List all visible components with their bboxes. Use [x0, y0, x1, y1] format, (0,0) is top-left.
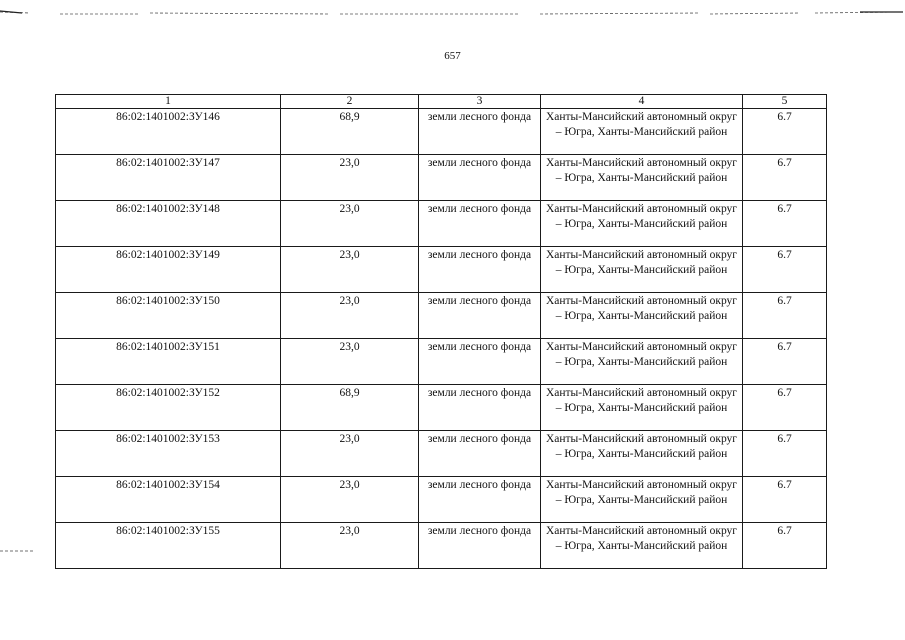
land-category-cell: земли лесного фонда [419, 109, 541, 155]
table-row [56, 247, 827, 293]
location-cell: Ханты-Мансийский автономный округ – Югра, Ханты-Мансийский район [541, 523, 743, 569]
land-category-cell: земли лесного фонда [419, 523, 541, 569]
code-cell: 6.7 [743, 431, 827, 477]
code-cell: 6.7 [743, 339, 827, 385]
land-category-cell: земли лесного фонда [419, 293, 541, 339]
cadastral-number-cell: 86:02:1401002:ЗУ151 [56, 339, 281, 385]
area-cell: 23,0 [281, 201, 419, 247]
area-cell: 23,0 [281, 293, 419, 339]
table-row [56, 477, 827, 523]
location-cell: Ханты-Мансийский автономный округ – Югра, Ханты-Мансийский район [541, 293, 743, 339]
page-number: 657 [444, 50, 461, 62]
code-cell: 6.7 [743, 385, 827, 431]
table-header-row [56, 95, 827, 109]
location-cell: Ханты-Мансийский автономный округ – Югра, Ханты-Мансийский район [541, 155, 743, 201]
cadastral-number-cell: 86:02:1401002:ЗУ146 [56, 109, 281, 155]
land-category-cell: земли лесного фонда [419, 431, 541, 477]
table-row [56, 109, 827, 155]
area-cell: 68,9 [281, 385, 419, 431]
code-cell: 6.7 [743, 477, 827, 523]
cadastral-number-cell: 86:02:1401002:ЗУ150 [56, 293, 281, 339]
location-cell: Ханты-Мансийский автономный округ – Югра, Ханты-Мансийский район [541, 201, 743, 247]
column-header: 1 [56, 95, 281, 109]
cadastral-number-cell: 86:02:1401002:ЗУ154 [56, 477, 281, 523]
location-cell: Ханты-Мансийский автономный округ – Югра, Ханты-Мансийский район [541, 431, 743, 477]
table-row [56, 385, 827, 431]
table-row [56, 431, 827, 477]
land-plots-table [55, 94, 827, 569]
cadastral-number-cell: 86:02:1401002:ЗУ155 [56, 523, 281, 569]
column-header: 3 [419, 95, 541, 109]
cadastral-number-cell: 86:02:1401002:ЗУ149 [56, 247, 281, 293]
column-header: 2 [281, 95, 419, 109]
area-cell: 23,0 [281, 247, 419, 293]
table-row [56, 523, 827, 569]
land-category-cell: земли лесного фонда [419, 339, 541, 385]
location-cell: Ханты-Мансийский автономный округ – Югра, Ханты-Мансийский район [541, 247, 743, 293]
area-cell: 68,9 [281, 109, 419, 155]
table-row [56, 201, 827, 247]
table-row [56, 339, 827, 385]
land-category-cell: земли лесного фонда [419, 201, 541, 247]
location-cell: Ханты-Мансийский автономный округ – Югра, Ханты-Мансийский район [541, 339, 743, 385]
column-header: 5 [743, 95, 827, 109]
area-cell: 23,0 [281, 523, 419, 569]
table-row [56, 155, 827, 201]
code-cell: 6.7 [743, 155, 827, 201]
cadastral-number-cell: 86:02:1401002:ЗУ152 [56, 385, 281, 431]
cadastral-number-cell: 86:02:1401002:ЗУ147 [56, 155, 281, 201]
area-cell: 23,0 [281, 431, 419, 477]
land-category-cell: земли лесного фонда [419, 155, 541, 201]
location-cell: Ханты-Мансийский автономный округ – Югра, Ханты-Мансийский район [541, 385, 743, 431]
area-cell: 23,0 [281, 155, 419, 201]
cadastral-number-cell: 86:02:1401002:ЗУ148 [56, 201, 281, 247]
scan-edge-artifact [0, 10, 905, 16]
code-cell: 6.7 [743, 109, 827, 155]
table-row [56, 293, 827, 339]
code-cell: 6.7 [743, 523, 827, 569]
area-cell: 23,0 [281, 477, 419, 523]
area-cell: 23,0 [281, 339, 419, 385]
column-header: 4 [541, 95, 743, 109]
code-cell: 6.7 [743, 293, 827, 339]
code-cell: 6.7 [743, 247, 827, 293]
land-category-cell: земли лесного фонда [419, 385, 541, 431]
land-category-cell: земли лесного фонда [419, 247, 541, 293]
location-cell: Ханты-Мансийский автономный округ – Югра, Ханты-Мансийский район [541, 477, 743, 523]
scan-edge-artifact [0, 549, 40, 553]
cadastral-number-cell: 86:02:1401002:ЗУ153 [56, 431, 281, 477]
location-cell: Ханты-Мансийский автономный округ – Югра, Ханты-Мансийский район [541, 109, 743, 155]
code-cell: 6.7 [743, 201, 827, 247]
land-category-cell: земли лесного фонда [419, 477, 541, 523]
